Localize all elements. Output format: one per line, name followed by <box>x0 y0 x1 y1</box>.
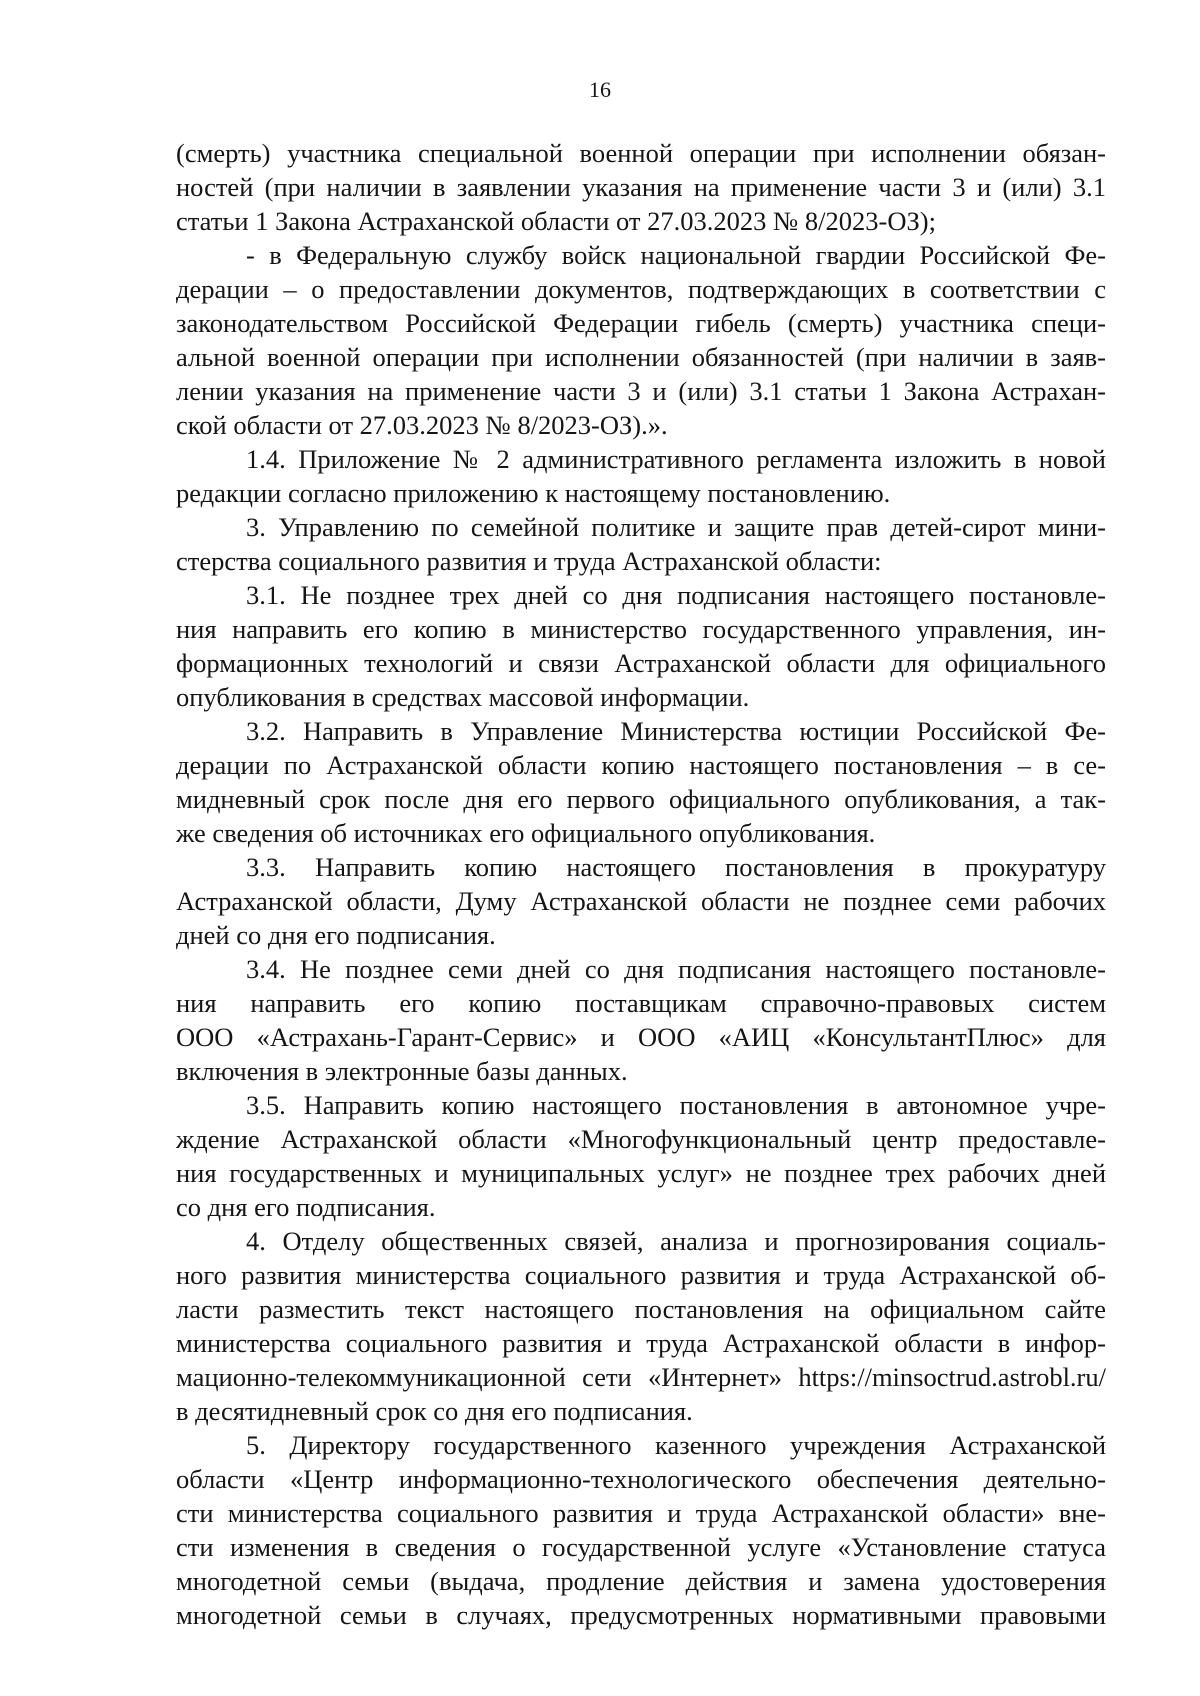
text-line: 3.1. Не позднее трех дней со дня подписания настоящего постановле- <box>246 580 1106 610</box>
text-line: 3.5. Направить копию настоящего постановления в автономное учре- <box>246 1090 1106 1120</box>
text-line: ласти разместить текст настоящего постановления на официальном сайте <box>176 1294 1106 1324</box>
text-line: 5. Директору государственного казенного учреждения Астраханской <box>246 1430 1106 1460</box>
text-line: ждение Астраханской области «Многофункциональный центр предоставле- <box>176 1124 1106 1154</box>
text-line: законодательством Российской Федерации гибель (смерть) участника специ- <box>176 308 1106 338</box>
text-line: Астраханской области, Думу Астраханской области не позднее семи рабочих <box>176 886 1106 916</box>
text-line: альной военной операции при исполнении обязанностей (при наличии в заяв- <box>176 342 1106 372</box>
text-line: многодетной семьи в случаях, предусмотренных нормативными правовыми <box>176 1600 1106 1630</box>
text-line: дерации – о предоставлении документов, подтверждающих в соответствии с <box>176 274 1106 304</box>
text-line: 3.2. Направить в Управление Министерства юстиции Российской Фе- <box>246 716 1106 746</box>
text-line: ния направить его копию в министерство государственного управления, ин- <box>176 614 1106 644</box>
text-line: лении указания на применение части 3 и (или) 3.1 статьи 1 Закона Астрахан- <box>176 376 1106 406</box>
text-line: министерства социального развития и труда Астраханской области в инфор- <box>176 1328 1106 1358</box>
text-line: включения в электронные базы данных. <box>176 1056 628 1086</box>
text-line: дерации по Астраханской области копию настоящего постановления – в се- <box>176 750 1106 780</box>
text-line: (смерть) участника специальной военной операции при исполнении обязан- <box>176 138 1106 168</box>
text-line: ного развития министерства социального развития и труда Астраханской об- <box>176 1260 1106 1290</box>
text-line: ООО «Астрахань-Гарант-Сервис» и ООО «АИЦ «КонсультантПлюс» для <box>176 1022 1106 1052</box>
text-line: ностей (при наличии в заявлении указания на применение части 3 и (или) 3.1 <box>176 172 1106 202</box>
page-number: 16 <box>589 77 611 102</box>
text-line: стерства социального развития и труда Астраханской области: <box>176 546 882 576</box>
text-line: сти министерства социального развития и труда Астраханской области» вне- <box>176 1498 1106 1528</box>
text-line: - в Федеральную службу войск национальной гвардии Российской Фе- <box>246 240 1106 270</box>
text-line: 3.3. Направить копию настоящего постановления в прокуратуру <box>246 852 1106 882</box>
text-line: опубликования в средствах массовой информации. <box>176 682 750 712</box>
text-line: ской области от 27.03.2023 № 8/2023-ОЗ).». <box>176 410 668 440</box>
text-line: формационных технологий и связи Астраханской области для официального <box>176 648 1106 678</box>
text-line: редакции согласно приложению к настоящему постановлению. <box>176 478 891 508</box>
text-line: области «Центр информационно-технологического обеспечения деятельно- <box>176 1464 1106 1494</box>
text-line: же сведения об источниках его официального опубликования. <box>176 818 876 848</box>
text-line: сти изменения в сведения о государственной услуге «Установление статуса <box>176 1532 1106 1562</box>
text-line: ния государственных и муниципальных услуг» не позднее трех рабочих дней <box>176 1158 1106 1188</box>
text-line: статьи 1 Закона Астраханской области от 27.03.2023 № 8/2023-ОЗ); <box>176 206 936 236</box>
text-line: в десятидневный срок со дня его подписания. <box>176 1396 693 1426</box>
text-line: дней со дня его подписания. <box>176 920 496 950</box>
document-body <box>176 136 1106 1632</box>
text-line: со дня его подписания. <box>176 1192 436 1222</box>
text-line: мационно-телекоммуникационной сети «Интернет» https://minsoctrud.astrobl.ru/ <box>176 1362 1106 1392</box>
text-line: 1.4. Приложение № 2 административного регламента изложить в новой <box>246 444 1106 474</box>
text-line: многодетной семьи (выдача, продление действия и замена удостоверения <box>176 1566 1106 1596</box>
text-line: 4. Отделу общественных связей, анализа и прогнозирования социаль- <box>246 1226 1106 1256</box>
text-line: мидневный срок после дня его первого официального опубликования, а так- <box>176 784 1106 814</box>
text-line: 3.4. Не позднее семи дней со дня подписания настоящего постановле- <box>246 954 1106 984</box>
text-line: ния направить его копию поставщикам справочно-правовых систем <box>176 988 1106 1018</box>
text-line: 3. Управлению по семейной политике и защите прав детей-сирот мини- <box>246 512 1106 542</box>
